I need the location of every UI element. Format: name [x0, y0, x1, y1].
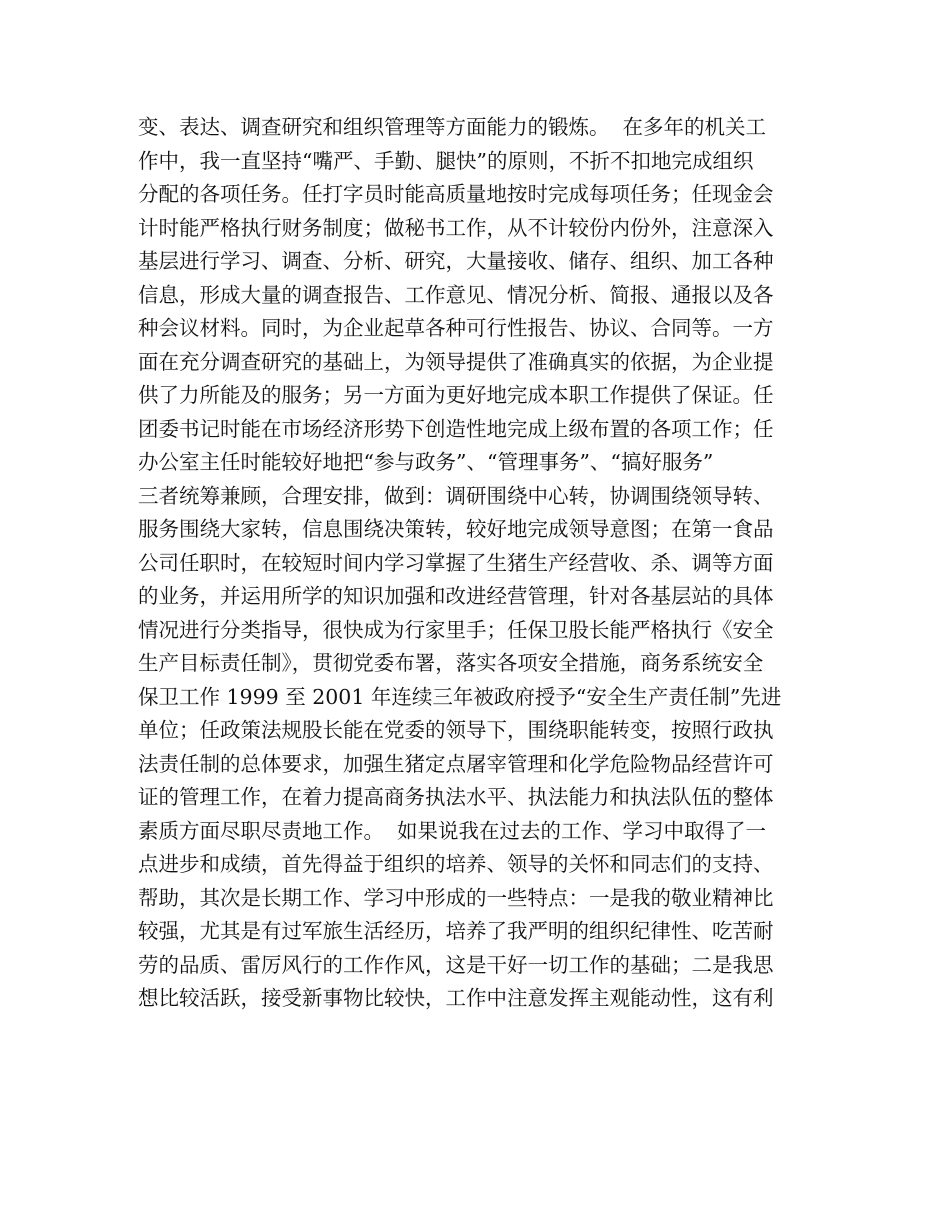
text-line: 基层进行学习、调查、分析、研究，大量接收、储存、组织、加工各种 [138, 249, 774, 273]
text-line: 团委书记时能在市场经济形势下创造性地完成上级布置的各项工作；任 [138, 416, 774, 441]
text-line: 情况进行分类指导，很快成为行家里手；任保卫股长能严格执行《安全 [138, 617, 774, 642]
text-line: 较强，尤其是有过军旅生活经历，培养了我严明的组织纪律性、吃苦耐 [138, 919, 774, 943]
text-line: 帮助，其次是长期工作、学习中形成的一些特点：一是我的敬业精神比 [138, 885, 774, 910]
text-line: 服务围绕大家转，信息围绕决策转，较好地完成领导意图；在第一食品 [138, 517, 774, 541]
text-line: 作中，我一直坚持“嘴严、手勤、腿快”的原则，不折不扣地完成组织 [138, 148, 754, 173]
text-line: 的业务，并运用所学的知识加强和改进经营管理，针对各基层站的具体 [138, 584, 774, 608]
text-line: 劳的品质、雷厉风行的工作作风，这是干好一切工作的基础；二是我思 [138, 952, 774, 977]
text-line: 法责任制的总体要求，加强生猪定点屠宰管理和化学危险物品经营许可 [138, 751, 774, 776]
text-line: 素质方面尽职尽责地工作。 如果说我在过去的工作、学习中取得了一 [138, 818, 767, 843]
body-text [138, 111, 828, 1016]
text-line: 变、表达、调查研究和组织管理等方面能力的锻炼。 在多年的机关工 [138, 115, 767, 139]
text-line: 点进步和成绩，首先得益于组织的培养、领导的关怀和同志们的支持、 [138, 852, 774, 876]
text-line: 公司任职时，在较短时间内学习掌握了生猪生产经营收、杀、调等方面 [138, 550, 774, 575]
text-line: 办公室主任时能较好地把“参与政务”、“管理事务”、“搞好服务” [138, 450, 714, 474]
text-line: 面在充分调查研究的基础上，为领导提供了准确真实的依据，为企业提 [138, 349, 774, 374]
text-line: 证的管理工作，在着力提高商务执法水平、执法能力和执法队伍的整体 [138, 785, 774, 809]
text-line: 种会议材料。同时，为企业起草各种可行性报告、协议、合同等。一方 [138, 316, 774, 340]
text-line: 分配的各项任务。任打字员时能高质量地按时完成每项任务；任现金会 [138, 182, 774, 206]
text-line: 保卫工作 1999 至 2001 年连续三年被政府授予“安全生产责任制”先进 [138, 684, 782, 709]
text-line: 生产目标责任制》，贯彻党委布署，落实各项安全措施，商务系统安全 [138, 651, 764, 675]
text-line: 信息，形成大量的调查报告、工作意见、情况分析、简报、通报以及各 [138, 282, 774, 307]
text-line: 想比较活跃，接受新事物比较快，工作中注意发挥主观能动性，这有利 [138, 986, 774, 1010]
text-line: 单位；任政策法规股长能在党委的领导下，围绕职能转变，按照行政执 [138, 718, 774, 742]
text-line: 供了力所能及的服务；另一方面为更好地完成本职工作提供了保证。任 [138, 383, 774, 407]
text-line: 三者统筹兼顾，合理安排，做到：调研围绕中心转，协调围绕领导转、 [138, 483, 774, 508]
text-line: 计时能严格执行财务制度；做秘书工作，从不计较份内份外，注意深入 [138, 215, 774, 240]
